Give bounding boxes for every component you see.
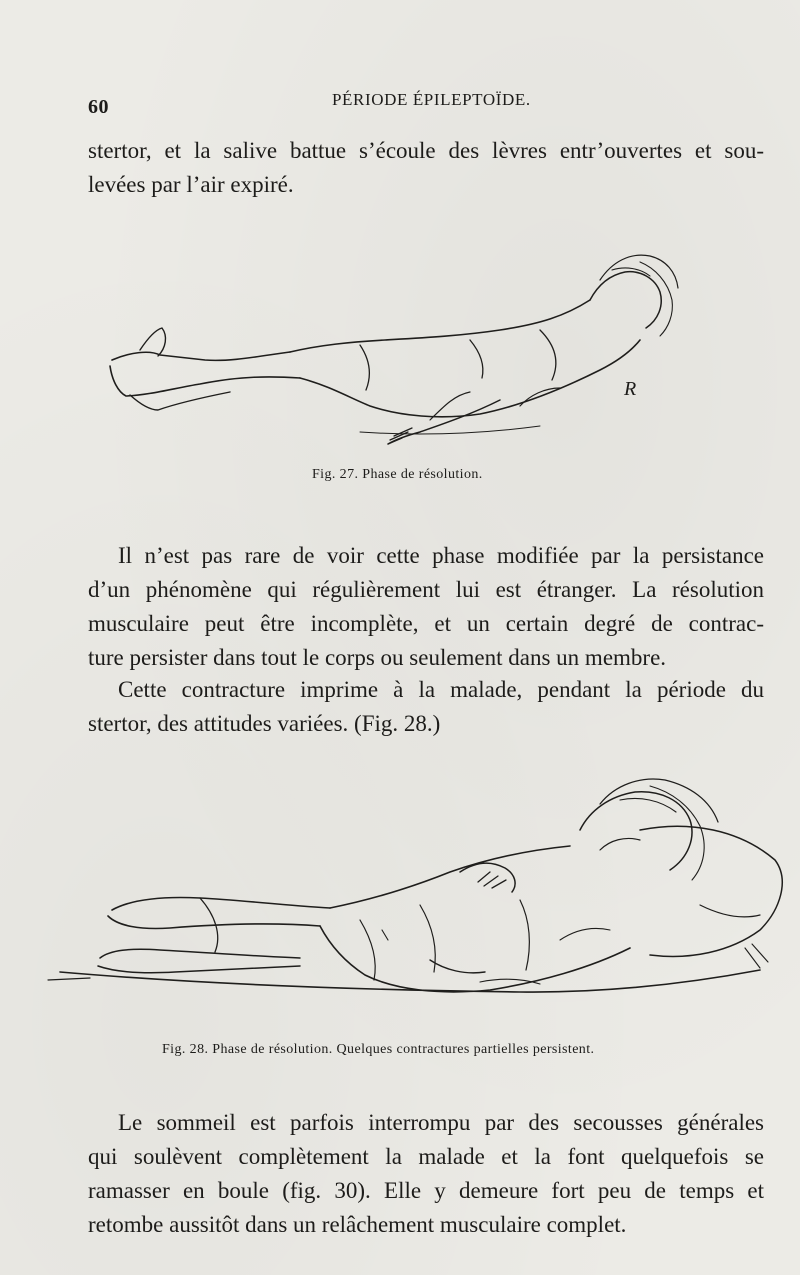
text-line: Cette contracture imprime à la malade, pendant la période du xyxy=(118,677,764,702)
text-line: ture persister dans tout le corps ou seulement dans un membre. xyxy=(88,645,667,670)
text-line: ramasser en boule (fig. 30). Elle y demeure fort peu de temps et xyxy=(88,1178,764,1203)
text-line: levées par l’air expiré. xyxy=(88,172,294,197)
text-line: stertor, et la salive battue s’écoule des lèvres entr’ouvertes et sou- xyxy=(88,138,764,163)
paragraph-4 xyxy=(88,1106,764,1242)
page-number: 60 xyxy=(88,96,109,118)
figure-27-caption: Fig. 27. Phase de résolution. xyxy=(312,467,483,482)
figure-28-caption: Fig. 28. Phase de résolution. Quelques contractures partielles persistent. xyxy=(162,1042,595,1057)
running-title: PÉRIODE ÉPILEPTOÏDE. xyxy=(332,90,531,109)
text-line: retombe aussitôt dans un relâchement musculaire complet. xyxy=(88,1212,627,1237)
text-line: Le sommeil est parfois interrompu par des secousses générales xyxy=(118,1110,764,1135)
text-line: d’un phénomène qui régulièrement lui est étranger. La résolution xyxy=(88,577,764,602)
text-line: musculaire peut être incomplète, et un certain degré de contrac- xyxy=(88,611,764,636)
figure-27-signature: R xyxy=(624,378,637,400)
text-line: Il n’est pas rare de voir cette phase modifiée par la persistance xyxy=(118,543,764,568)
text-line: stertor, des attitudes variées. (Fig. 28.) xyxy=(88,711,441,736)
text-line: qui soulèvent complètement la malade et la font quelquefois se xyxy=(88,1144,764,1169)
